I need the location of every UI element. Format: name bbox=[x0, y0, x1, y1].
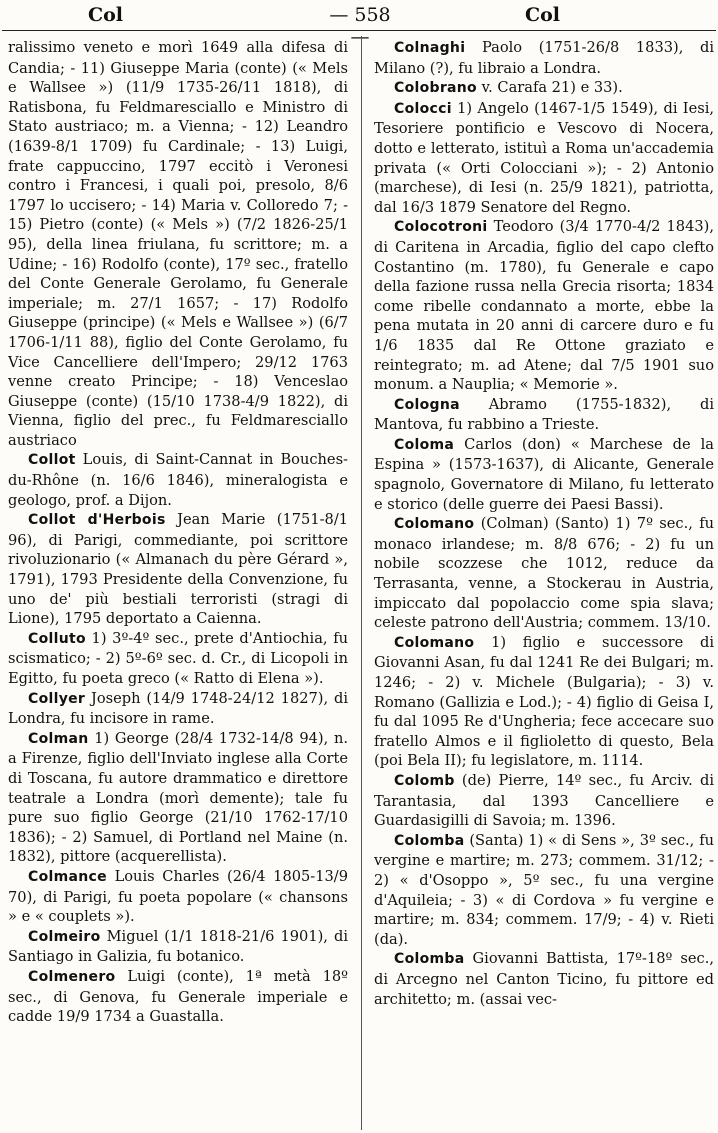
entry bbox=[8, 729, 348, 867]
entry bbox=[8, 927, 348, 967]
entry-headword: Colomano bbox=[394, 634, 475, 651]
entry-text: Jean Marie (1751-8/1 96), di Parigi, commediante, poi scrittore rivoluzionario (« Almanach du père Gérard », 1791), 1793 Presidente della Convenzione, fu uno de' più bestiali terroristi (stragi di Lione), 1795 deportato a Caienna. bbox=[8, 511, 348, 628]
entry-headword: Collot bbox=[28, 452, 76, 469]
header-rule bbox=[2, 30, 716, 31]
entry-text: ralissimo veneto e morì 1649 alla difesa di Candia; - 11) Giuseppe Maria (conte) (« Mels e Wallsee ») (11/9 1735-26/11 1818), di Ratisbona, fu Feldmaresciallo e Ministro di Stato austriaco; m. a Vienna; - 12) Leandro (1639-8/1 1709) fu Cardinale; - 13) Luigi, frate cappuccino, 1797 eccitò i Veronesi contro i Francesi, i quali poi, presolo, 8/6 1797 lo uccisero; - 14) Maria v. Colloredo 7; - 15) Pietro (conte) (« Mels ») (7/2 1826-25/1 95), della linea friulana, fu scrittore; m. a Udine; - 16) Rodolfo (conte), 17º sec., fratello del Conte Generale Gerolamo, fu Generale imperiale; m. 27/1 1657; - 17) Rodolfo Giuseppe (principe) (« Mels e Wallsee ») (6/7 1706-1/11 88), figlio del Conte Gerolamo, fu Vice Cancelliere dell'Impero; 29/12 1763 venne creato Principe; - 18) Venceslao Giuseppe (conte) (15/10 1738-4/9 1822), di Vienna, figlio del prec., fu Feldmaresciallo austriaco bbox=[8, 39, 348, 449]
entry-headword: Colocci bbox=[394, 100, 452, 117]
entry-headword: Colman bbox=[28, 730, 89, 747]
entry-text: 1) George (28/4 1732-14/8 94), n. a Firenze, figlio dell'Inviato inglese alla Corte di Toscana, fu autore drammatico e direttore teatrale a Londra (morì demente); tale fu pure suo figlio George (21/10 1762-17/10 1836); - 2) Samuel, di Portland nel Maine (n. 1832), pittore (acquerellista). bbox=[8, 729, 348, 866]
entry-text: Paolo (1751-26/8 1833), di Milano (?), fu libraio a Londra. bbox=[374, 39, 714, 77]
header-right-guideword: Col bbox=[525, 4, 561, 26]
entry bbox=[374, 435, 714, 514]
entry-text: (de) Pierre, 14º sec., fu Arciv. di Tarantasia, dal 1393 Cancelliere e Guardasigilli di Savoia; m. 1396. bbox=[374, 771, 714, 830]
entry bbox=[8, 967, 348, 1027]
page-number: — 558 — bbox=[329, 4, 391, 48]
left-column bbox=[8, 38, 348, 1130]
entry bbox=[8, 689, 348, 729]
entry-headword: Collyer bbox=[28, 690, 86, 707]
entry bbox=[8, 629, 348, 689]
entry bbox=[374, 949, 714, 1009]
entry-text: Teodoro (3/4 1770-4/2 1843), di Caritena in Arcadia, figlio del capo clefto Costantino (m. 1780), fu Generale e capo della fazione russa nella Grecia risorta; 1834 come ribelle condannato a morte, ebbe la pena mutata in 20 anni di carcere duro e fu 1/6 1835 dal Re Ottone graziato e reintegrato; m. ad Atene; dal 7/5 1901 suo monum. a Nauplia; « Memorie ». bbox=[374, 218, 714, 394]
entry bbox=[374, 633, 714, 771]
entry-headword: Cologna bbox=[394, 396, 460, 413]
entry-headword: Colobrano bbox=[394, 80, 477, 97]
entry bbox=[374, 831, 714, 950]
entry-headword: Collot d'Herbois bbox=[28, 512, 166, 529]
entry-text: Joseph (14/9 1748-24/12 1827), di Londra, fu incisore in rame. bbox=[8, 689, 348, 728]
entry-headword: Colomba bbox=[394, 832, 465, 849]
entry-headword: Colmenero bbox=[28, 968, 116, 985]
entry bbox=[374, 217, 714, 394]
entry-headword: Colocotroni bbox=[394, 219, 488, 236]
entry bbox=[374, 99, 714, 218]
entry-text: Luigi (conte), 1ª metà 18º sec., di Genova, fu Generale imperiale e cadde 19/9 1734 a Guastalla. bbox=[8, 967, 348, 1026]
entry bbox=[8, 867, 348, 927]
entry bbox=[374, 514, 714, 633]
entry bbox=[374, 771, 714, 831]
entry bbox=[374, 38, 714, 78]
entry-headword: Colmeiro bbox=[28, 928, 101, 945]
entry-headword: Coloma bbox=[394, 436, 455, 453]
entry-text: 1) figlio e successore di Giovanni Asan, fu dal 1241 Re dei Bulgari; m. 1246; - 2) v. Michele (Bulgaria); - 3) v. Romano (Gallizia e Lod.); - 4) figlio di Geisa I, fu dal 1095 Re d'Ungheria; fece accecare suo fratello Almos e il figlioletto di questo, Bela (poi Bela II); fu legislatore, m. 1114. bbox=[374, 633, 714, 770]
entry-text: Louis Charles (26/4 1805-13/9 70), di Parigi, fu poeta popolare (« chansons » e « couplets »). bbox=[8, 867, 348, 926]
entry-text: Abramo (1755-1832), di Mantova, fu rabbino a Trieste. bbox=[374, 395, 714, 434]
entry-text: 1) Angelo (1467-1/5 1549), di Iesi, Tesoriere pontificio e Vescovo di Nocera, dotto e letterato, istituì a Roma un'accademia privata (« Orti Colocciani »); - 2) Antonio (marchese), di Iesi (n. 25/9 1821), patriotta, dal 16/3 1879 Senatore del Regno. bbox=[374, 99, 714, 216]
right-column bbox=[374, 38, 714, 1130]
column-divider bbox=[361, 36, 362, 1130]
entry-text: 1) 3º-4º sec., prete d'Antiochia, fu scismatico; - 2) 5º-6º sec. d. Cr., di Licopoli in Egitto, fu poeta greco (« Ratto di Elena »). bbox=[8, 629, 348, 687]
header-left-guideword: Col bbox=[88, 4, 124, 26]
entry-text: Carlos (don) « Marchese de la Espina » (1573-1637), di Alicante, Generale spagnolo, Governatore di Milano, fu letterato e storico (delle guerre dei Paesi Bassi). bbox=[374, 435, 714, 513]
entry-headword: Colluto bbox=[28, 630, 86, 647]
entry-text: Miguel (1/1 1818-21/6 1901), di Santiago in Galizia, fu botanico. bbox=[8, 927, 348, 966]
entry bbox=[8, 450, 348, 510]
entry-text: v. Carafa 21) e 33). bbox=[481, 79, 623, 97]
entry-text: (Colman) (Santo) 1) 7º sec., fu monaco irlandese; m. 8/8 676; - 2) fu un nobile scozzese che 1012, reduce da Terrasanta, venne, a Stockerau in Austria, impiccato dal popolaccio come spia slava; celeste patrono dell'Austria; commem. 13/10. bbox=[374, 515, 714, 632]
entry-headword: Colomano bbox=[394, 516, 475, 533]
entry bbox=[8, 38, 348, 450]
entry-headword: Colomb bbox=[394, 772, 455, 789]
entry bbox=[374, 395, 714, 435]
entry-text: Louis, di Saint-Cannat in Bouches-du-Rhône (n. 16/6 1846), mineralogista e geologo, prof. a Dijon. bbox=[8, 451, 348, 509]
entry bbox=[8, 510, 348, 629]
entry-headword: Colomba bbox=[394, 951, 465, 968]
entry bbox=[374, 78, 714, 99]
entry-text: (Santa) 1) « di Sens », 3º sec., fu vergine e martire; m. 273; commem. 31/12; - 2) « d'Osoppo », 5º sec., fu una vergine d'Aquileia; - 3) « di Cordova » fu vergine e martire; m. 834; commem. 17/9; - 4) v. Rieti (da). bbox=[374, 831, 714, 948]
entry-headword: Colnaghi bbox=[394, 40, 466, 56]
entry-headword: Colmance bbox=[28, 868, 107, 885]
entry-text: Giovanni Battista, 17º-18º sec., di Arcegno nel Canton Ticino, fu pittore ed architetto; m. (assai vec- bbox=[374, 950, 714, 1008]
